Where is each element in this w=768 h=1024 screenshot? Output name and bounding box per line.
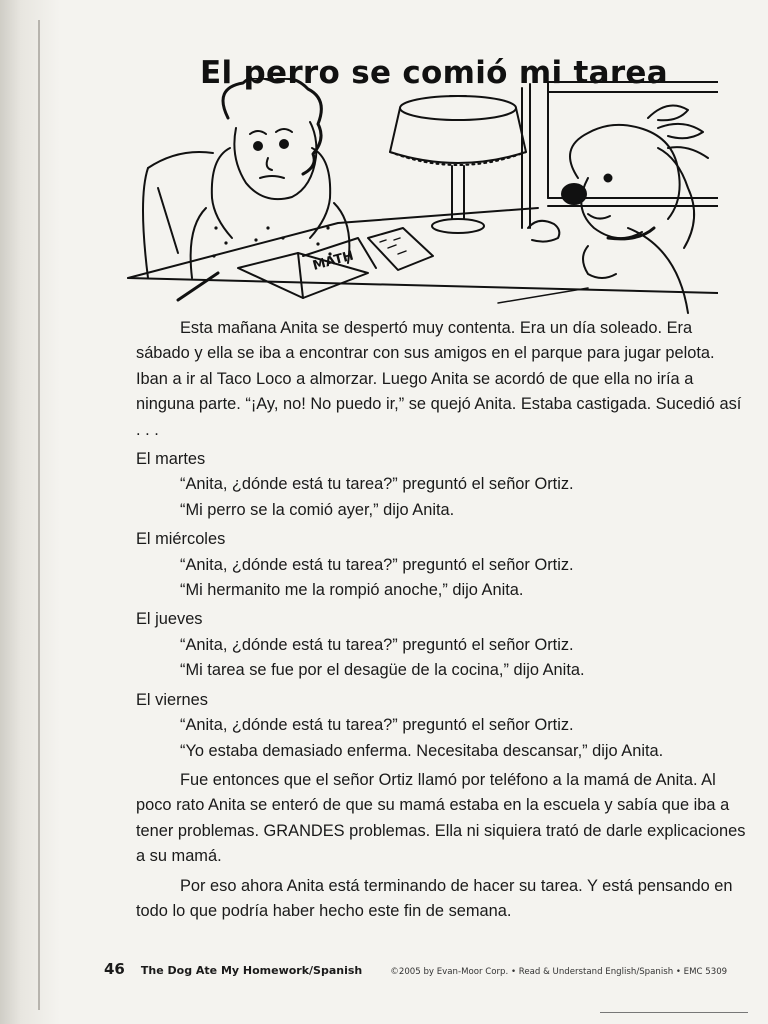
dog-drawing [528, 125, 694, 313]
day-label-wednesday: El miércoles [136, 530, 226, 549]
story-text [136, 316, 746, 924]
homework-paper-drawing [368, 228, 433, 270]
math-book-drawing [178, 238, 376, 300]
story-paragraph-1: Esta mañana Anita se despertó muy contenta. Era un día soleado. Era sábado y ella se iba a encontrar con sus amigos en el parque para jugar pelota. Iban a ir al Taco Loco a almorzar. Luego Anita se acordó de que ella no iría a ninguna parte. “¡Ay, no! No puedo ir,” se quejó Anita. Estaba castigada. Sucedió así . . . [136, 319, 742, 439]
math-book-label: MATH [311, 248, 356, 274]
story-paragraph-3: Por eso ahora Anita está terminando de hacer su tarea. Y está pensando en todo lo que podría haber hecho este fin de semana. [136, 876, 733, 920]
page-footer [104, 960, 754, 978]
page-title: El perro se comió mi tarea [200, 54, 668, 91]
page-binding-shadow [0, 0, 60, 1024]
footer-copyright: ©2005 by Evan-Moor Corp. • Read & Understand English/Spanish • EMC 5309 [390, 967, 728, 977]
binding-edge-line [38, 20, 40, 1010]
anita-answer: “Mi tarea se fue por el desagüe de la cocina,” dijo Anita. [180, 661, 585, 680]
table-drawing [128, 208, 718, 293]
anita-answer: “Mi perro se la comió ayer,” dijo Anita. [180, 500, 455, 519]
window-drawing [522, 82, 718, 228]
page-number: 46 [104, 960, 125, 978]
anita-answer: “Mi hermanito me la rompió anoche,” dijo Anita. [180, 581, 524, 600]
day-label-thursday: El jueves [136, 610, 203, 629]
teacher-question: “Anita, ¿dónde está tu tarea?” preguntó el señor Ortiz. [180, 716, 574, 735]
story-illustration [118, 78, 718, 314]
footer-book-title: The Dog Ate My Homework/Spanish [140, 964, 363, 977]
day-label-tuesday: El martes [136, 450, 206, 469]
day-label-friday: El viernes [136, 690, 208, 709]
teacher-question: “Anita, ¿dónde está tu tarea?” preguntó el señor Ortiz. [180, 635, 574, 654]
anita-answer: “Yo estaba demasiado enferma. Necesitaba descansar,” dijo Anita. [180, 741, 664, 760]
teacher-question: “Anita, ¿dónde está tu tarea?” preguntó el señor Ortiz. [180, 555, 574, 574]
lamp-drawing [390, 96, 526, 233]
footer-rule [600, 1012, 748, 1013]
story-paragraph-2: Fue entonces que el señor Ortiz llamó por teléfono a la mamá de Anita. Al poco rato Anita se enteró de que su mamá estaba en la escuela y sabía que iba a tener problemas. GRANDES problemas. Ella ni siquiera trató de darle explicaciones a su mamá. [136, 770, 746, 866]
teacher-question: “Anita, ¿dónde está tu tarea?” preguntó el señor Ortiz. [180, 475, 574, 494]
